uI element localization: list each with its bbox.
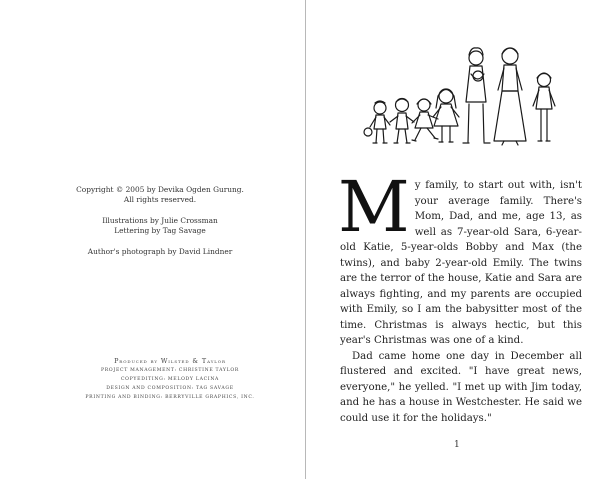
production-credits [60, 357, 280, 402]
produced-by: Produced by Wilsted & Taylor [114, 357, 226, 365]
child-bobby-figure [364, 101, 390, 143]
illustrations-credit: Illustrations by Julie Crossman [102, 216, 218, 225]
paragraph-1-text: y family, to start out with, isn't your average family. There's Mom, Dad, and me, age 13, as well as 7-year-old Sara, 6-year-old Katie, 5-year-olds Bobby and Max (the twins), and baby 2-year-old Emily. The twins are the terror of the house, Katie and Sara are always fighting, and my parents are occupied with Emily, so I am the babysitter most of the time. Christmas is always hectic, but this year's Christmas was one of a kind. [340, 180, 582, 346]
dad-holding-baby-figure [463, 48, 490, 143]
family-illustration [358, 44, 568, 154]
design-composition-credit: DESIGN AND COMPOSITION: TAG SAVAGE [106, 386, 234, 391]
right-page-chapter [306, 0, 610, 479]
mom-figure [494, 48, 526, 145]
chapter-paragraph-1 [338, 166, 582, 349]
child-katie-figure [412, 99, 438, 141]
girl-emily-figure [533, 73, 555, 141]
project-management-credit: PROJECT MANAGEMENT: CHRISTINE TAYLOR [100, 368, 240, 373]
child-max-figure [390, 99, 414, 144]
photo-credit: Author's photograph by David Lindner [87, 247, 233, 256]
rights-line: All rights reserved. [123, 195, 197, 204]
chapter-paragraph-2: Dad came home one day in December all flustered and excited. "I have great news, everyone," he yelled. "I met up with Jim today, and he has a house in Westchester. He said we could use it for the holidays." [340, 350, 582, 424]
copyright-block [60, 185, 260, 257]
lettering-credit: Lettering by Tag Savage [114, 226, 206, 235]
copyright-line: Copyright © 2005 by Devika Ogden Gurung. [76, 185, 244, 194]
printing-binding-credit: PRINTING AND BINDING: BERRYVILLE GRAPHICS, INC. [85, 395, 255, 400]
child-sara-figure [433, 89, 459, 142]
page-number: 1 [454, 440, 460, 450]
chapter-body-text [338, 166, 582, 426]
copyediting-credit: COPYEDITING: MELODY LACINA [120, 377, 220, 382]
drop-cap-letter: M [338, 166, 410, 248]
